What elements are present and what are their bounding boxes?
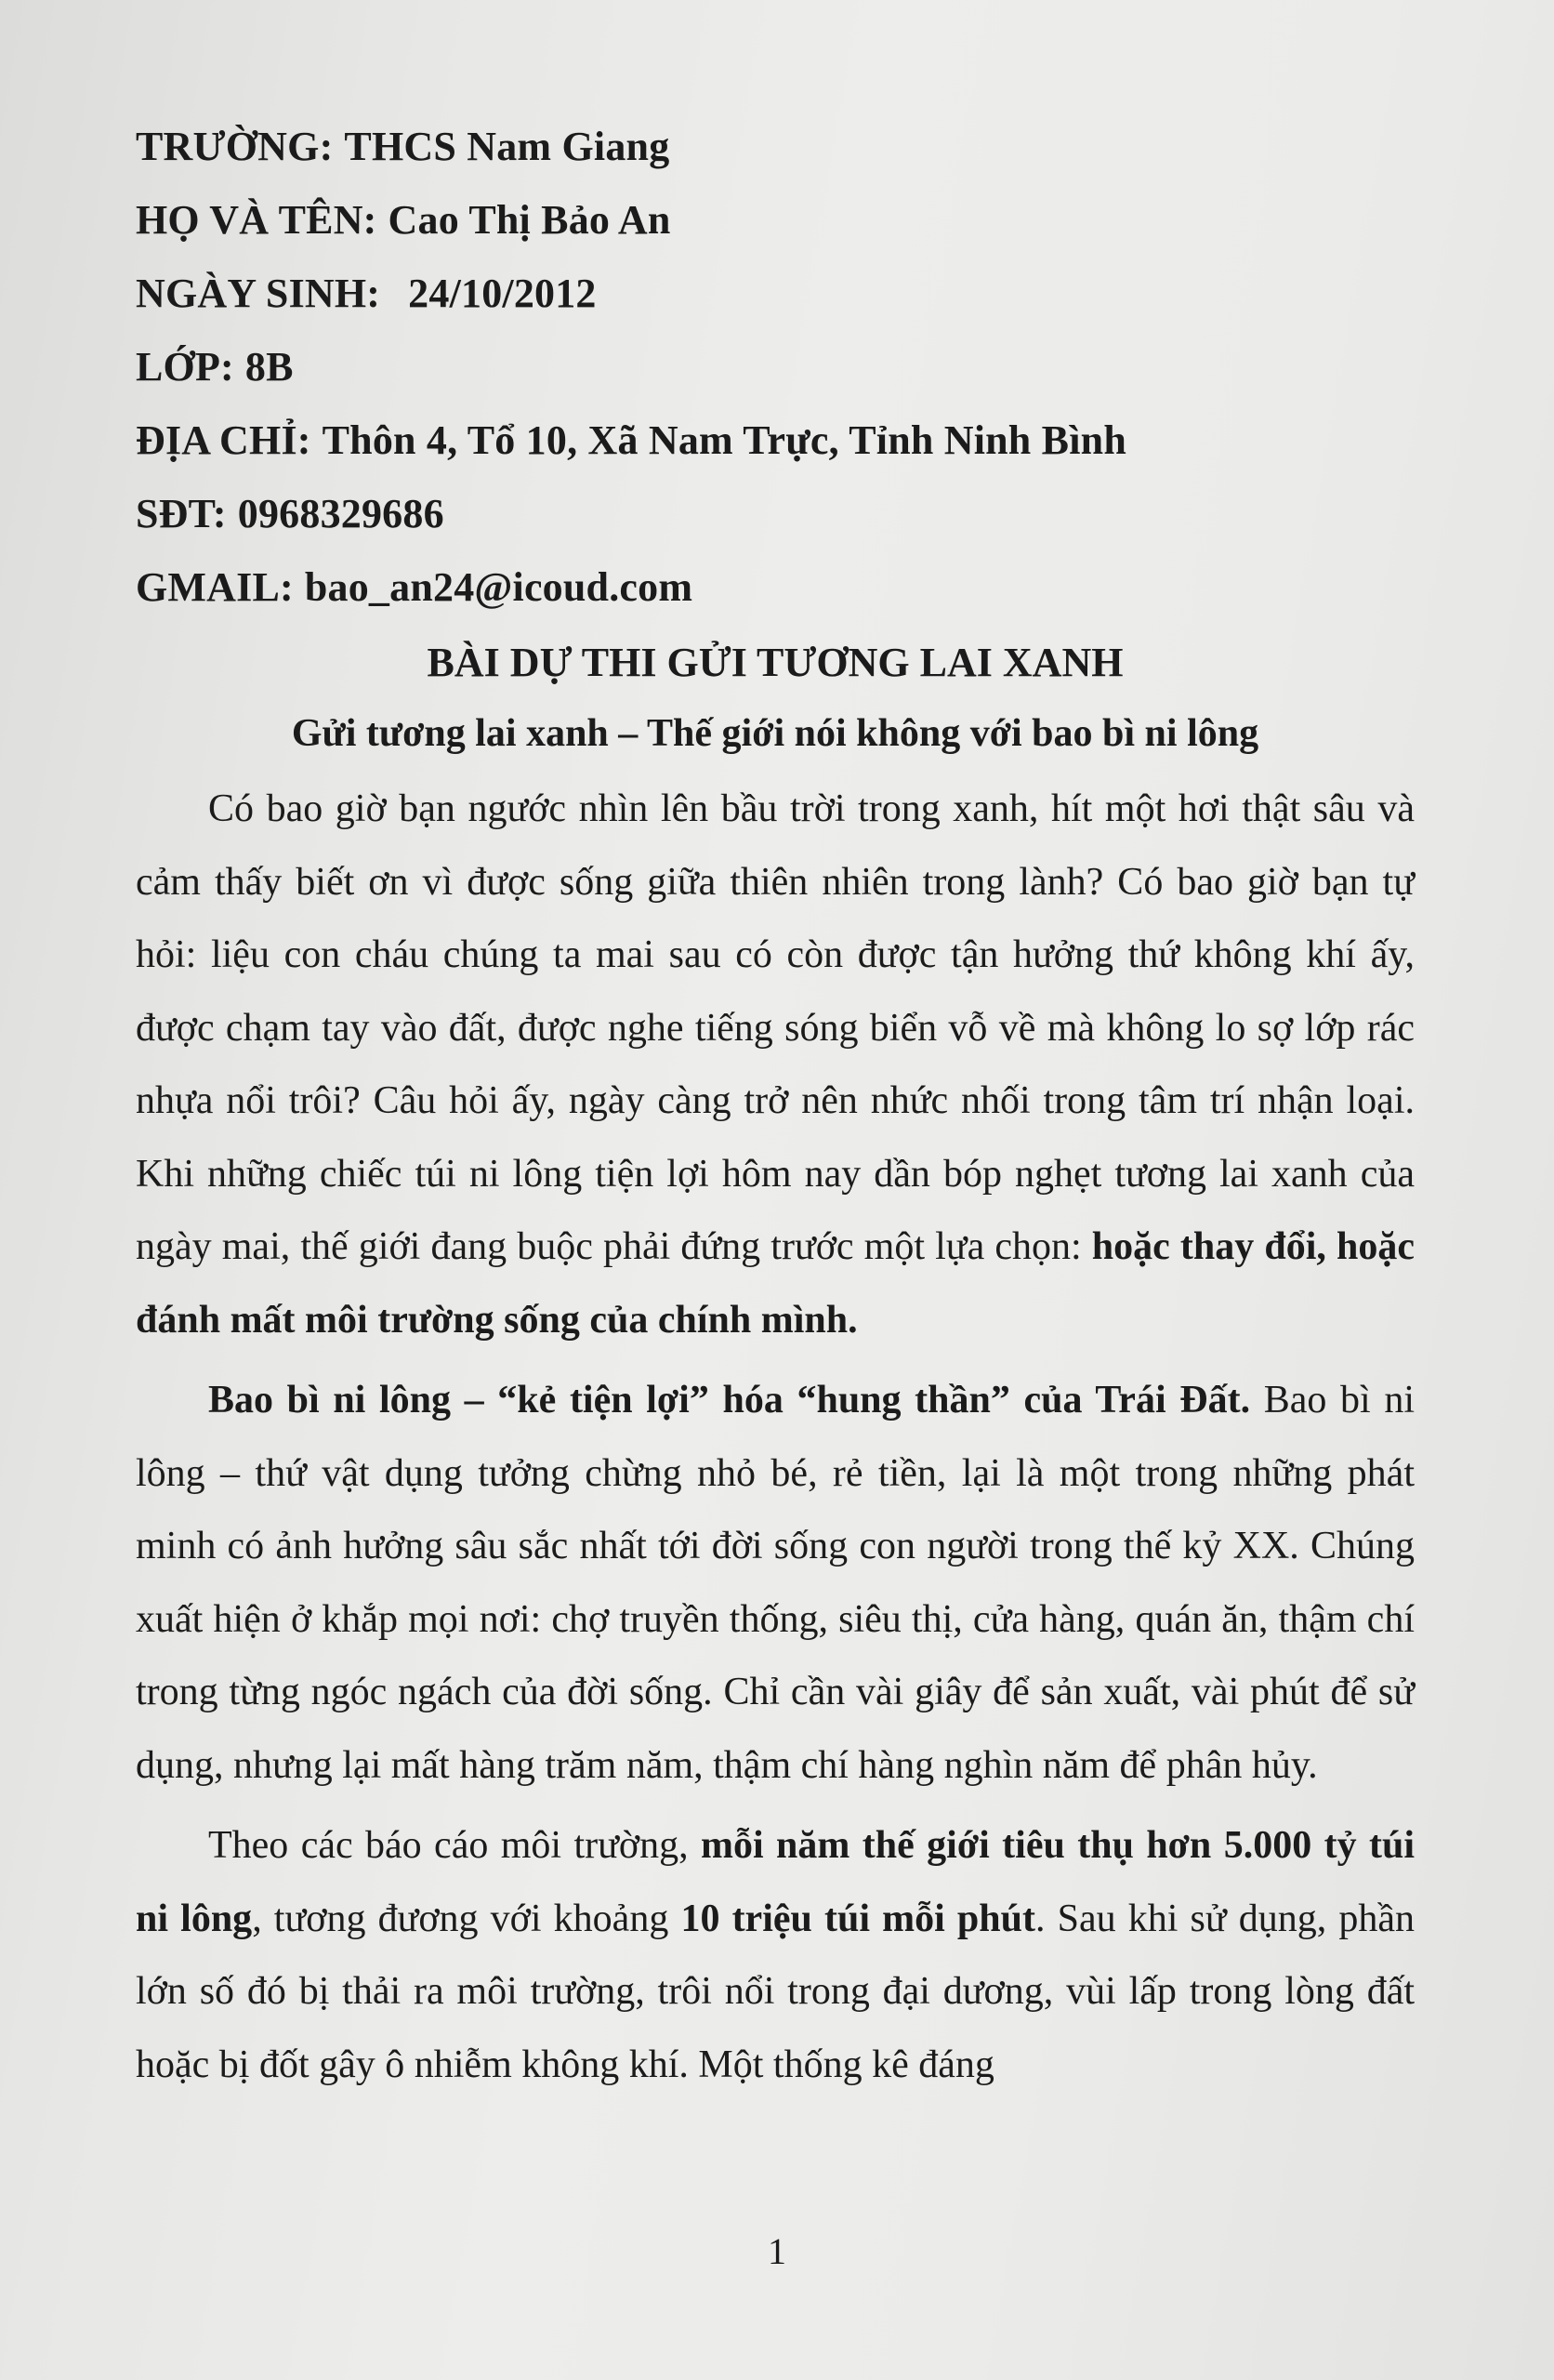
paragraph-statistics-text-2: , tương đương với khoảng	[252, 1897, 681, 1940]
dob-label: NGÀY SINH:	[136, 271, 381, 316]
dob-value: 24/10/2012	[408, 271, 597, 316]
paragraph-intro	[136, 773, 1415, 1356]
email-line	[136, 550, 1415, 624]
email-label: GMAIL:	[136, 564, 294, 610]
class-label: LỚP:	[136, 344, 234, 390]
paragraph-statistics-text-1: Theo các báo cáo môi trường,	[208, 1824, 701, 1867]
paragraph-statistics	[136, 1809, 1415, 2101]
paragraph-statistics-text-3: . Sau khi sử dụng, phần lớn số đó bị thải ra môi trường, trôi nổi trong đại dương, vùi lấp trong lòng đất hoặc bị đốt gây ô nhiễm không khí. Một thống kê đáng	[136, 1897, 1416, 2086]
address-label: ĐỊA CHỈ:	[136, 417, 311, 463]
paragraph-intro-bold: hoặc thay đổi, hoặc đánh mất môi trường sống của chính mình.	[136, 1225, 1415, 1342]
school-label: TRƯỜNG:	[136, 124, 334, 169]
class-value: 8B	[244, 344, 294, 390]
essay-subtitle: Gửi tương lai xanh – Thế giới nói không với bao bì ni lông	[291, 712, 1259, 755]
paragraph-plastic-bags-text: Bao bì ni lông – thứ vật dụng tưởng chừng nhỏ bé, rẻ tiền, lại là một trong những phát minh có ảnh hưởng sâu sắc nhất tới đời sống con người trong thế kỷ XX. Chúng xuất hiện ở khắp mọi nơi: chợ truyền thống, siêu thị, cửa hàng, quán ăn, thậm chí trong từng ngóc ngách của đời sống. Chỉ cần vài giây để sản xuất, vài phút để sử dụng, nhưng lại mất hàng trăm năm, thậm chí hàng nghìn năm để phân hủy.	[136, 1379, 1415, 1787]
school-line	[136, 110, 1415, 183]
phone-line	[136, 477, 1415, 550]
name-line	[136, 183, 1415, 257]
paragraph-plastic-bags-heading: Bao bì ni lông – “kẻ tiện lợi” hóa “hung thần” của Trái Đất.	[208, 1379, 1251, 1421]
paragraph-intro-text: Có bao giờ bạn ngước nhìn lên bầu trời trong xanh, hít một hơi thật sâu và cảm thấy biết ơn vì được sống giữa thiên nhiên trong lành? Có bao giờ bạn tự hỏi: liệu con cháu chúng ta mai sau có còn được tận hưởng thứ không khí ấy, được chạm tay vào đất, được nghe tiếng sóng biển vỗ về mà không lo sợ lớp rác nhựa nổi trôi? Câu hỏi ấy, ngày càng trở nên nhức nhối trong tâm trí nhận loại. Khi những chiếc túi ni lông tiện lợi hôm nay dần bóp nghẹt tương lai xanh của ngày mai, thế giới đang buộc phải đứng trước một lựa chọn:	[136, 787, 1415, 1268]
phone-value: 0968329686	[237, 491, 444, 536]
essay-title: BÀI DỰ THI GỬI TƯƠNG LAI XANH	[427, 640, 1124, 685]
class-line	[136, 330, 1415, 403]
address-value: Thôn 4, Tổ 10, Xã Nam Trực, Tỉnh Ninh Bình	[322, 417, 1126, 463]
address-line	[136, 403, 1415, 477]
page-number: 1	[768, 2230, 786, 2272]
email-value: bao_an24@icoud.com	[304, 564, 693, 610]
name-label: HỌ VÀ TÊN:	[136, 197, 377, 243]
paragraph-statistics-bold-1: mỗi năm thế giới tiêu thụ hơn 5.000 tỷ túi ni lông	[136, 1824, 1415, 1940]
dob-line	[136, 257, 1415, 330]
school-value: THCS Nam Giang	[344, 124, 670, 169]
paragraph-statistics-bold-2: 10 triệu túi mỗi phút	[680, 1897, 1035, 1940]
name-value: Cao Thị Bảo An	[388, 197, 671, 243]
paragraph-plastic-bags	[136, 1364, 1415, 1802]
phone-label: SĐT:	[136, 491, 227, 536]
